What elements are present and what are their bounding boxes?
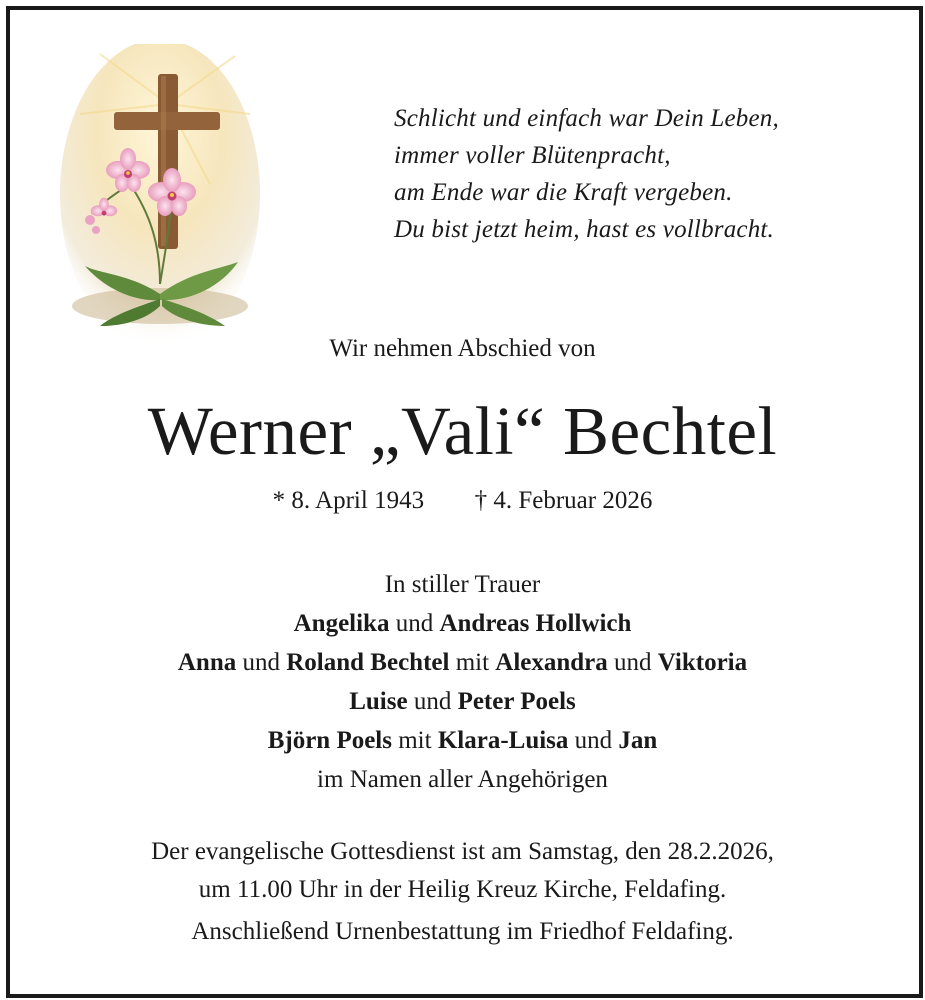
connector-text: und xyxy=(236,649,287,676)
connector-text: und xyxy=(407,688,458,715)
life-dates xyxy=(0,487,925,515)
poem-verse xyxy=(394,100,894,248)
connector-text: und xyxy=(568,727,619,754)
mourner-name: Peter Poels xyxy=(457,688,576,715)
birth-symbol: * xyxy=(272,487,286,514)
mourner-name: Klara-Luisa xyxy=(437,727,569,754)
poem-line: am Ende war die Kraft vergeben. xyxy=(394,179,733,206)
mourner-name: Jan xyxy=(618,727,658,754)
service-line-2: um 11.00 Uhr in der Heilig Kreuz Kirche, Feldafing. xyxy=(198,876,727,903)
mourner-line xyxy=(0,643,925,682)
mourner-line xyxy=(0,682,925,721)
mourner-name: Björn Poels xyxy=(267,727,392,754)
burial-info: Anschließend Urnenbestattung im Friedhof Feldafing. xyxy=(191,918,734,945)
mourner-name: Luise xyxy=(349,688,408,715)
deceased-name: Werner „Vali“ Bechtel xyxy=(147,393,778,469)
farewell-intro: Wir nehmen Abschied von xyxy=(329,335,596,362)
mourners-heading: In stiller Trauer xyxy=(384,571,541,598)
mourner-name: Andreas Hollwich xyxy=(439,610,632,637)
mourner-name: Alexandra xyxy=(495,649,608,676)
connector-text: mit xyxy=(391,727,438,754)
mourner-name: Anna xyxy=(177,649,237,676)
service-info xyxy=(0,833,925,909)
mourner-name: Roland Bechtel xyxy=(286,649,450,676)
birth-date: 8. April 1943 xyxy=(291,487,425,514)
mourners-block xyxy=(0,565,925,799)
death-symbol: † xyxy=(474,487,488,514)
mourner-line xyxy=(0,604,925,643)
mourner-name: Angelika xyxy=(293,610,390,637)
mourners-closing: im Namen aller Angehörigen xyxy=(317,766,608,793)
death-date: 4. Februar 2026 xyxy=(493,487,653,514)
poem-line: Schlicht und einfach war Dein Leben, xyxy=(394,105,779,132)
mourner-line xyxy=(0,721,925,760)
service-line-1: Der evangelische Gottesdienst ist am Samstag, den 28.2.2026, xyxy=(151,838,774,865)
connector-text: und xyxy=(389,610,440,637)
cross-orchid-illustration xyxy=(60,44,260,349)
connector-text: und xyxy=(607,649,658,676)
connector-text: mit xyxy=(449,649,496,676)
mourner-name: Viktoria xyxy=(657,649,748,676)
poem-line: immer voller Blütenpracht, xyxy=(394,142,671,169)
poem-line: Du bist jetzt heim, hast es vollbracht. xyxy=(394,216,774,243)
